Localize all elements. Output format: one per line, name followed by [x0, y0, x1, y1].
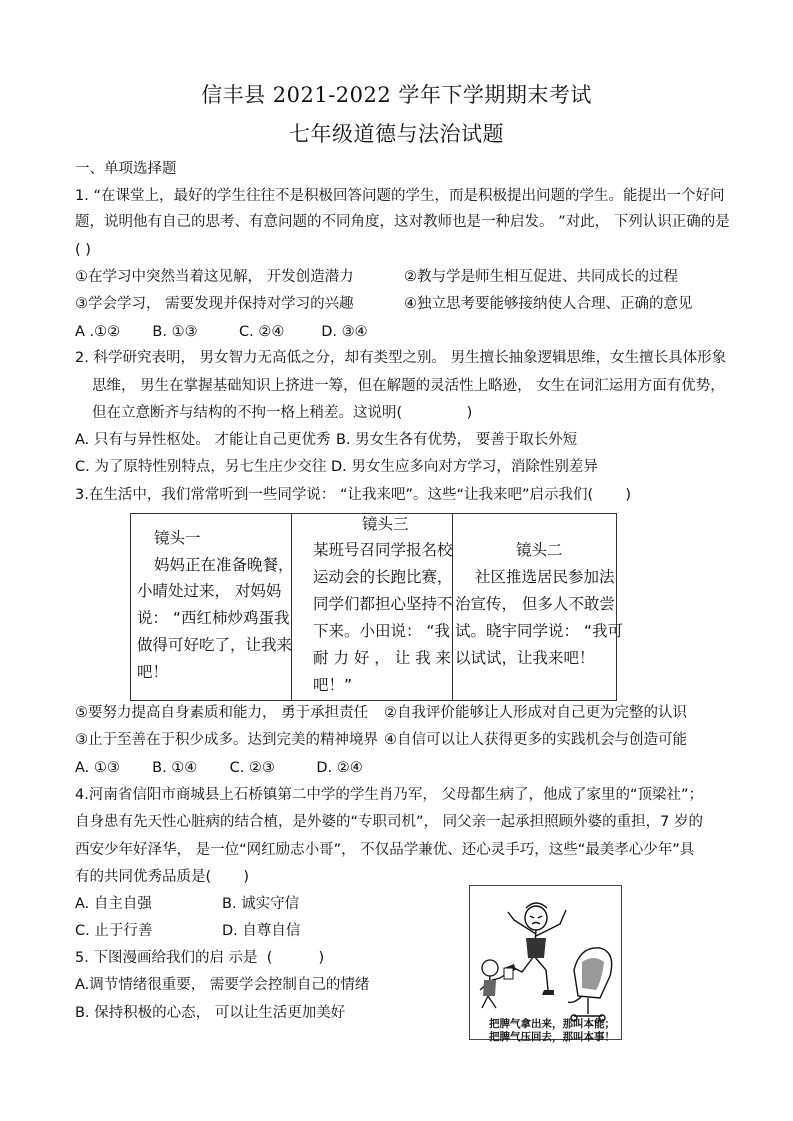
q3-option-4: ④自信可以让人获得更多的实践机会与创造可能: [384, 732, 687, 748]
q3-stem: 3.在生活中，我们常常听到一些同学说： “让我来吧”。这些“让我来吧”启示我们( ): [75, 487, 632, 503]
scene-1-line: 吧！: [137, 663, 169, 681]
q2-line-1: 2. 科学研究表明， 男女智力无高低之分，却有类型之别。 男生擅长抽象逻辑思维，女生擅长具体形象: [75, 350, 727, 366]
q2-line-2: 思维， 男生在掌握基础知识上挤进一筹，但在解题的灵活性上略逊， 女生在词汇运用方面有优势，: [92, 378, 725, 394]
q1-line-3: ( ): [75, 242, 91, 258]
q2-option-d: D. 男女生应多向对方学习，消除性别差异: [331, 459, 598, 475]
q5-option-b: B. 保持积极的心态， 可以让生活更加美好: [75, 1005, 346, 1021]
scene-2-line: 试。晓宇同学说： “我可: [455, 622, 623, 640]
scene-1-title: 镜头一: [154, 529, 201, 547]
q1-line-2: 题，说明他有自己的思考、有意问题的不同角度，这对教师也是一种启发。 ”对此， 下列认识正确的是: [75, 214, 730, 230]
q4-line-4: 有的共同优秀品质是( ): [75, 869, 250, 885]
q1-option-4: ④独立思考要能够接纳使人合理、正确的意见: [404, 296, 693, 312]
q3-option-5: ⑤要努力提高自身素质和能力， 勇于承担责任: [75, 705, 369, 721]
cartoon-caption-1: 把脾气拿出来，那叫本能；: [489, 1018, 615, 1030]
q5-option-a: A.调节情绪很重要， 需要学会控制自己的情绪: [75, 977, 370, 993]
q4-option-b: B. 诚实守信: [222, 896, 300, 912]
q4-option-d: D. 自尊自信: [222, 923, 301, 939]
scene-3-line: 某班号召同学报名校: [313, 541, 453, 559]
scene-1-line: 小晴处过来， 对妈妈: [137, 582, 282, 600]
q2-line-3: 但在立意断齐与结构的不拘一格上稍差。这说明( ): [92, 405, 473, 421]
scene-2-line: 以试试，让我来吧！: [455, 649, 595, 667]
scene-2-title: 镜头二: [516, 541, 563, 559]
exam-title: 信丰县 2021-2022 学年下学期期末考试: [201, 83, 592, 107]
scenario-divider: [291, 514, 292, 700]
scene-3-line: 耐 力 好 ， 让 我 来: [313, 649, 452, 667]
q4-line-3: 西安少年好泽华， 是一位“网红励志小哥”， 不仅品学兼优、还心灵手巧，这些“最美孝心少年”具: [75, 842, 695, 858]
q4-line-2: 自身患有先天性心脏病的结合植，是外婆的“专职司机”， 同父亲一起承担照顾外婆的重担，7 岁的: [75, 814, 703, 830]
cartoon-caption-2: 把脾气压回去，那叫本事！: [489, 1031, 615, 1043]
scene-3-line: 吧！”: [313, 676, 353, 694]
exam-subtitle: 七年级道德与法治试题: [289, 122, 504, 146]
scene-3-line: 运动会的长跑比赛，: [313, 568, 453, 586]
q4-option-c: C. 止于行善: [75, 923, 153, 939]
scene-1-line: 做得可好吃了，让我来: [137, 636, 293, 654]
scene-1-line: 妈妈正在准备晚餐，: [154, 556, 294, 574]
q4-option-a: A. 自主自强: [75, 896, 152, 912]
q1-option-3: ③学会学习， 需要发现并保持对学习的兴趣: [75, 296, 354, 312]
q3-option-3: ③止于至善在于积少成多。达到完美的精神境界: [75, 732, 378, 748]
q4-line-1: 4.河南省信阳市商城县上石桥镇第二中学的学生肖乃军， 父母都生病了，他成了家里的“顶梁社”；: [75, 787, 703, 803]
q2-option-b: B. 男女生各有优势， 要善于取长外短: [336, 432, 578, 448]
scene-3-line: 同学们都担心坚持不: [313, 595, 453, 613]
q1-line-1: 1. “在课堂上，最好的学生往往不是积极回答问题的学生，而是积极提出问题的学生。能提出一个好问: [75, 188, 725, 204]
scene-2-line: 社区推选居民参加法: [475, 568, 615, 586]
scene-1-line: 说： “西红柿炒鸡蛋我: [137, 609, 290, 627]
section-heading: 一、单项选择题: [75, 161, 177, 177]
scene-3-title: 镜头三: [362, 515, 409, 533]
q5-stem: 5. 下图漫画给我们的启 示是 ( ): [75, 950, 325, 966]
q1-choices: A .①② B. ①③ C. ②④ D. ③④: [75, 324, 368, 340]
q1-option-2: ②教与学是师生相互促进、共同成长的过程: [404, 269, 678, 285]
q3-choices: A. ①③ B. ①④ C. ②③ D. ②④: [75, 760, 363, 776]
q3-option-2: ②自我评价能够让人形成对自己更为完整的认识: [384, 705, 687, 721]
q2-option-c: C. 为了原特性别特点，另七生庄少交往: [75, 459, 327, 475]
scene-2-line: 治宣传， 但多人不敢尝: [455, 595, 615, 613]
q2-option-a: A. 只有与异性枢处。 才能让自己更优秀: [75, 432, 331, 448]
scene-3-line: 下来。小田说： “我: [313, 622, 450, 640]
q1-option-1: ①在学习中突然当着这见解， 开发创造潜力: [75, 269, 354, 285]
